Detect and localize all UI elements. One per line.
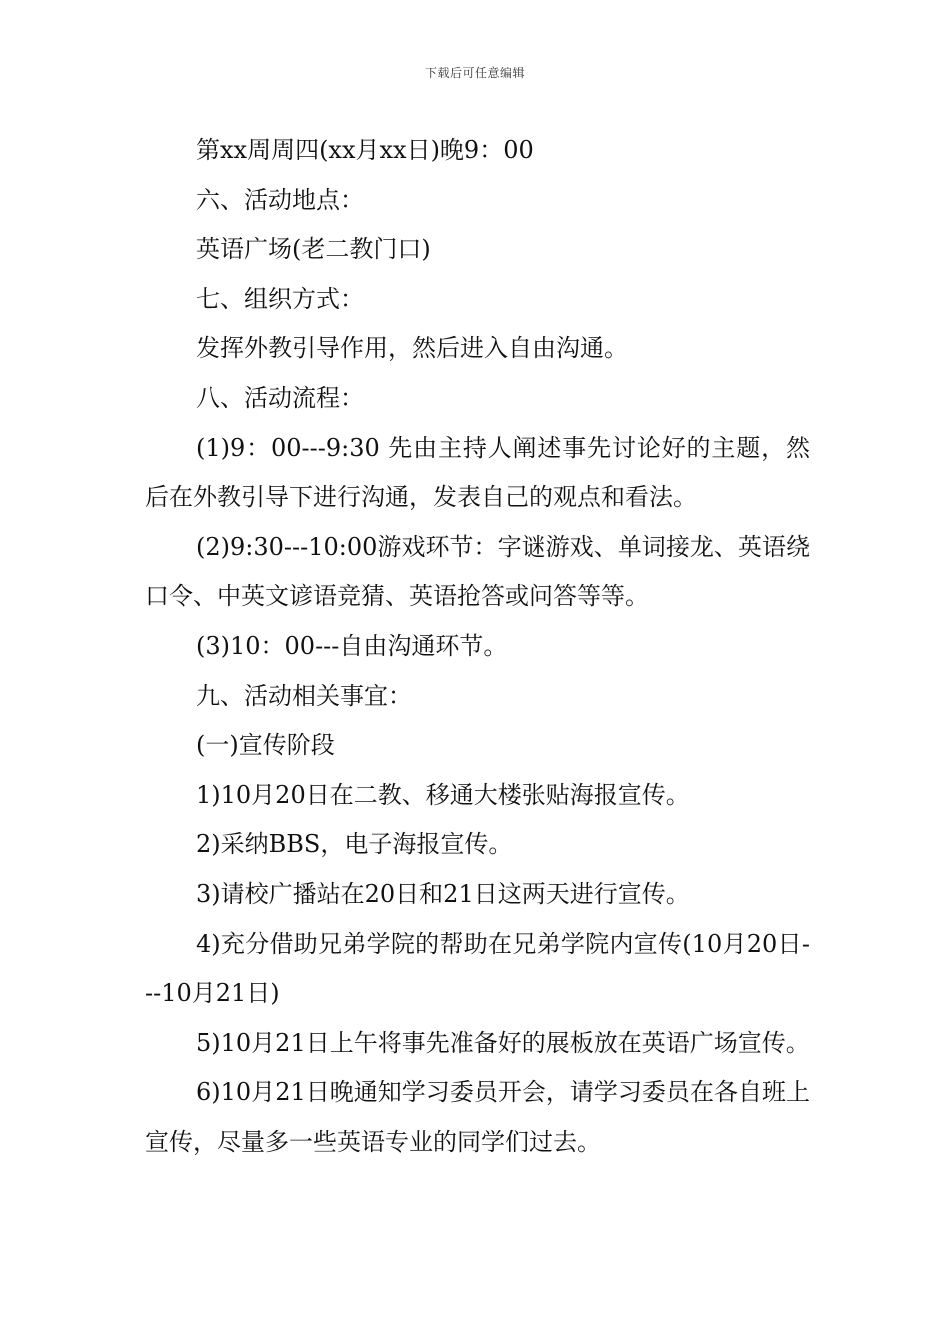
process-step-3: (3)10：00---自由沟通环节。 xyxy=(196,631,508,660)
promotion-item-5: 5)10月21日上午将事先准备好的展板放在英语广场宣传。 xyxy=(196,1028,810,1057)
heading-activity-location: 六、活动地点： xyxy=(196,185,364,214)
heading-activity-process: 八、活动流程： xyxy=(196,383,364,412)
subheading-promotion-stage: (一)宣传阶段 xyxy=(196,731,335,760)
promotion-item-3: 3)请校广播站在20日和21日这两天进行宣传。 xyxy=(196,879,690,908)
document-body xyxy=(145,126,810,1167)
paragraph-organization: 发挥外教引导作用，然后进入自由沟通。 xyxy=(196,334,628,363)
promotion-item-1: 1)10月20日在二教、移通大楼张贴海报宣传。 xyxy=(196,780,690,809)
paragraph-activity-time: 第xx周周四(xx月xx日)晚9：00 xyxy=(196,136,534,164)
promotion-item-2: 2)采纳BBS，电子海报宣传。 xyxy=(196,830,513,859)
page-header: 下载后可任意编辑 xyxy=(424,66,525,80)
process-step-2: (2)9:30---10:00游戏环节：字谜游戏、单词接龙、英语绕口令、中英文谚语竞猜、英语抢答或问答等等。 xyxy=(145,532,810,611)
promotion-item-6: 6)10月21日晚通知学习委员开会，请学习委员在各自班上宣传，尽量多一些英语专业的同学们过去。 xyxy=(145,1078,810,1156)
process-step-1: (1)9：00---9:30 先由主持人阐述事先讨论好的主题，然后在外教引导下进行沟通，发表自己的观点和看法。 xyxy=(145,433,810,512)
paragraph-location: 英语广场(老二教门口) xyxy=(196,235,431,264)
heading-related-matters: 九、活动相关事宜： xyxy=(196,681,412,710)
promotion-item-4: 4)充分借助兄弟学院的帮助在兄弟学院内宣传(10月20日---10月21日) xyxy=(145,929,810,1008)
heading-organization: 七、组织方式： xyxy=(196,284,364,313)
